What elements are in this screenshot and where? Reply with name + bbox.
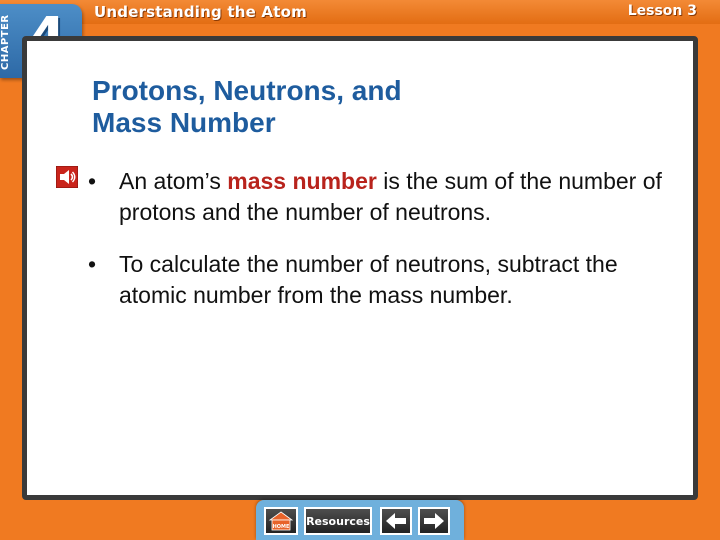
- bullet-symbol: •: [88, 251, 97, 277]
- previous-button[interactable]: [380, 507, 412, 535]
- bullet-text: To calculate the number of neutrons, subtract the atomic number from the mass number.: [119, 251, 618, 308]
- resources-button[interactable]: Resources: [304, 507, 372, 535]
- bottom-nav: [256, 500, 464, 540]
- home-label: HOME: [272, 524, 290, 530]
- bullet-list: [88, 166, 688, 332]
- next-button[interactable]: [418, 507, 450, 535]
- chapter-title: Understanding the Atom: [94, 3, 307, 21]
- slide-title-line2: Mass Number: [92, 107, 276, 138]
- bullet-symbol: •: [88, 168, 97, 194]
- bullet-text-start: An atom’s: [119, 168, 228, 194]
- home-button[interactable]: [264, 507, 298, 535]
- slide-title-line1: Protons, Neutrons, and: [92, 75, 402, 106]
- header-bar: [0, 0, 720, 24]
- speaker-icon[interactable]: [56, 166, 78, 188]
- chapter-word: CHAPTER: [0, 14, 11, 70]
- arrow-right-icon: [423, 512, 445, 530]
- bullet-item: [88, 249, 688, 311]
- highlight-term: mass number: [227, 168, 377, 194]
- slide-title: [92, 75, 592, 139]
- lesson-label: Lesson 3: [627, 3, 697, 19]
- bullet-item: [88, 166, 688, 228]
- arrow-left-icon: [385, 512, 407, 530]
- home-icon: [268, 511, 294, 531]
- bullet-text-end: is the sum of the number of protons and the number of neutrons.: [119, 168, 662, 225]
